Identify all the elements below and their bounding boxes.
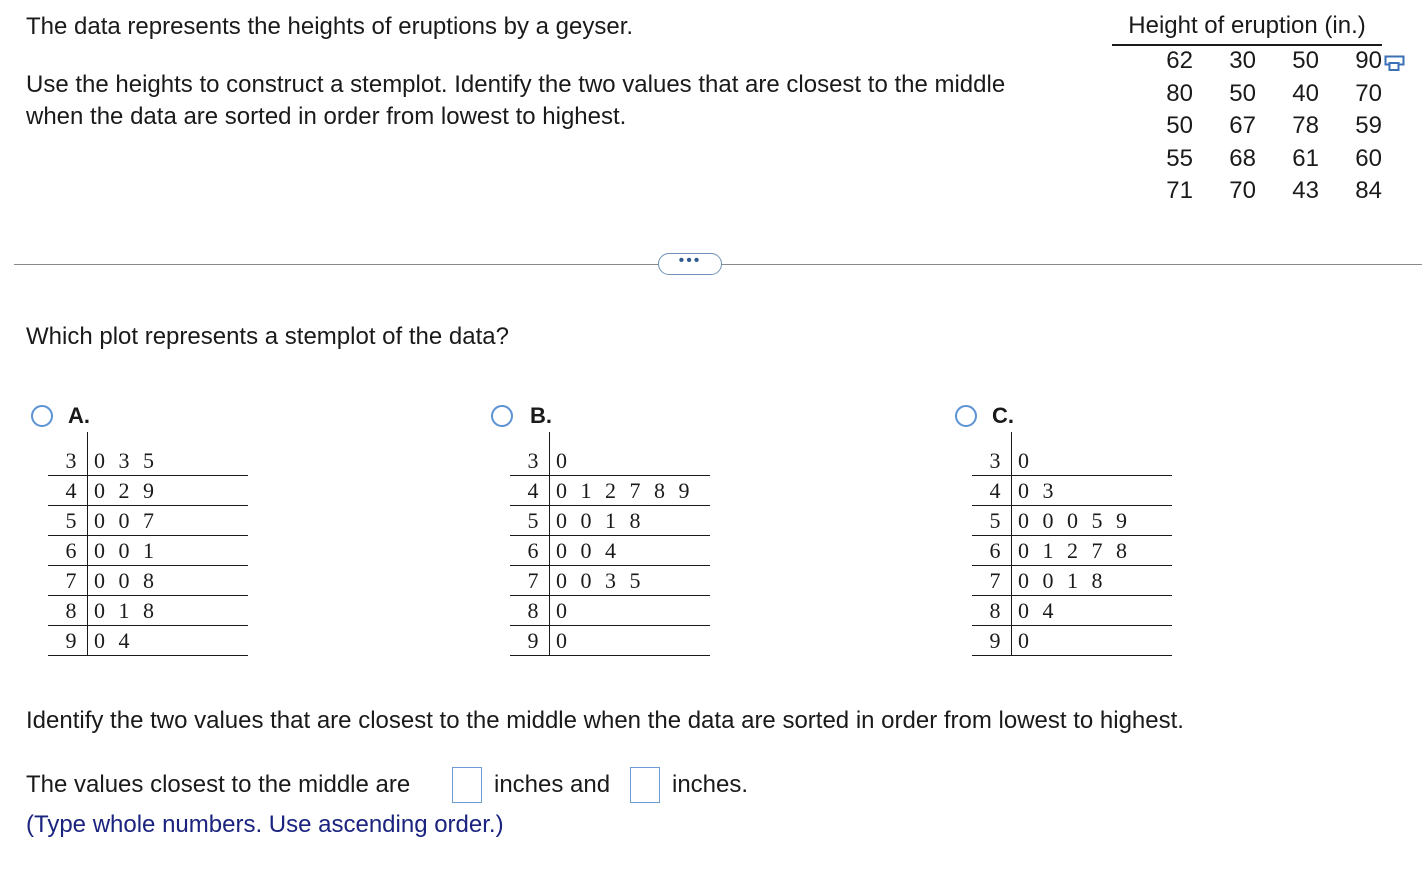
data-cell: 84 — [1355, 177, 1382, 204]
data-cell: 50 — [1292, 47, 1319, 74]
stem: 4 — [65, 478, 77, 503]
stem-row — [48, 476, 248, 506]
data-table-row — [1130, 110, 1382, 143]
leaves: 0 0 1 8 — [1018, 568, 1107, 593]
data-cell: 68 — [1229, 144, 1256, 172]
data-table-row — [1130, 175, 1382, 208]
data-cell: 80 — [1166, 79, 1193, 107]
stem-row — [48, 626, 248, 656]
option-a-radio[interactable] — [31, 405, 53, 427]
data-cell: 90 — [1355, 47, 1382, 74]
data-cell: 60 — [1355, 144, 1382, 172]
leaves: 0 0 8 — [94, 568, 158, 593]
stem: 7 — [989, 568, 1001, 593]
data-cell: 62 — [1166, 47, 1193, 74]
leaves: 0 — [556, 628, 571, 653]
stem-row — [510, 626, 710, 656]
expand-button[interactable] — [658, 253, 722, 275]
data-cell: 78 — [1292, 112, 1319, 139]
data-cell: 50 — [1166, 112, 1193, 139]
copy-icon[interactable] — [1384, 52, 1406, 74]
data-cell: 61 — [1292, 144, 1319, 172]
stem: 6 — [527, 538, 539, 563]
stemplot-option-c — [972, 446, 1172, 656]
data-cell: 59 — [1355, 112, 1382, 139]
leaves: 0 0 0 5 9 — [1018, 508, 1131, 533]
stem: 9 — [989, 628, 1001, 653]
leaves: 0 — [556, 448, 571, 473]
stem-row — [510, 536, 710, 566]
stem: 3 — [65, 448, 77, 473]
middle-values-question: Identify the two values that are closest to the middle when the data are sorted in order from lowest to highest. — [26, 707, 1184, 734]
stem-row — [48, 446, 248, 476]
data-cell: 40 — [1292, 79, 1319, 107]
option-b-label[interactable]: B. — [530, 403, 552, 428]
stem: 7 — [527, 568, 539, 593]
stem: 9 — [65, 628, 77, 653]
instruction-line-2: when the data are sorted in order from lowest to highest. — [26, 103, 627, 130]
option-b-radio[interactable] — [491, 405, 513, 427]
data-table-row — [1130, 78, 1382, 111]
leaves: 0 1 2 7 8 9 — [556, 478, 694, 503]
answer-sentence-middle: inches and — [494, 771, 611, 798]
leaves: 0 1 2 7 8 — [1018, 538, 1131, 563]
data-cell: 43 — [1292, 177, 1319, 204]
stem-row — [510, 596, 710, 626]
stem-row — [48, 536, 248, 566]
data-table-title: Height of eruption (in.) — [1112, 10, 1382, 46]
stemplot-option-b — [510, 446, 710, 656]
data-cell: 67 — [1229, 112, 1256, 139]
stem-row — [48, 506, 248, 536]
stem: 4 — [989, 478, 1001, 503]
leaves: 0 — [1018, 628, 1033, 653]
stem-row — [510, 476, 710, 506]
data-cell: 30 — [1229, 47, 1256, 74]
stem-row — [972, 536, 1172, 566]
stem: 5 — [527, 508, 539, 533]
data-cell: 70 — [1355, 79, 1382, 107]
leaves: 0 0 7 — [94, 508, 158, 533]
stem: 5 — [65, 508, 77, 533]
stem-row — [48, 596, 248, 626]
leaves: 0 — [556, 598, 571, 623]
intro-text: The data represents the heights of eruptions by a geyser. — [26, 13, 634, 40]
leaves: 0 3 5 — [94, 448, 158, 473]
data-table — [1130, 45, 1382, 208]
stemplot-question: Which plot represents a stemplot of the data? — [26, 323, 509, 350]
instruction-line-1: Use the heights to construct a stemplot. Identify the two values that are closest to the middle — [26, 71, 1006, 98]
stem: 5 — [989, 508, 1001, 533]
stem-row — [510, 566, 710, 596]
option-a-label[interactable]: A. — [68, 403, 90, 428]
stem-row — [510, 506, 710, 536]
data-cell: 55 — [1166, 144, 1193, 172]
data-table-row — [1130, 45, 1382, 78]
stem-row — [510, 446, 710, 476]
ellipsis-icon: ••• — [678, 252, 702, 269]
data-cell: 71 — [1166, 177, 1193, 204]
stem-row — [972, 626, 1172, 656]
stem: 8 — [527, 598, 539, 623]
leaves: 0 3 — [1018, 478, 1058, 503]
answer-sentence-end: inches. — [672, 771, 749, 798]
stem-row — [972, 476, 1172, 506]
stemplot-option-a — [48, 446, 248, 656]
answer-input-2[interactable] — [630, 767, 660, 803]
data-cell: 70 — [1229, 177, 1256, 204]
leaves: 0 0 1 — [94, 538, 158, 563]
data-table-row — [1130, 143, 1382, 176]
stem-row — [972, 566, 1172, 596]
leaves: 0 — [1018, 448, 1033, 473]
stem: 4 — [527, 478, 539, 503]
stem-row — [972, 596, 1172, 626]
leaves: 0 4 — [1018, 598, 1058, 623]
stem-row — [48, 566, 248, 596]
stem: 7 — [65, 568, 77, 593]
answer-hint: (Type whole numbers. Use ascending order.) — [26, 811, 504, 838]
leaves: 0 4 — [94, 628, 134, 653]
stem: 9 — [527, 628, 539, 653]
option-c-label[interactable]: C. — [992, 403, 1014, 428]
data-cell: 50 — [1229, 79, 1256, 107]
stem: 6 — [65, 538, 77, 563]
stem-row — [972, 506, 1172, 536]
answer-input-1[interactable] — [452, 767, 482, 803]
leaves: 0 1 8 — [94, 598, 158, 623]
leaves: 0 0 3 5 — [556, 568, 645, 593]
stem: 8 — [989, 598, 1001, 623]
stem: 8 — [65, 598, 77, 623]
stem: 3 — [989, 448, 1001, 473]
stem: 3 — [527, 448, 539, 473]
leaves: 0 0 4 — [556, 538, 620, 563]
stem-row — [972, 446, 1172, 476]
leaves: 0 2 9 — [94, 478, 158, 503]
leaves: 0 0 1 8 — [556, 508, 645, 533]
option-c-radio[interactable] — [955, 405, 977, 427]
stem: 6 — [989, 538, 1001, 563]
answer-sentence-start: The values closest to the middle are — [26, 771, 411, 798]
